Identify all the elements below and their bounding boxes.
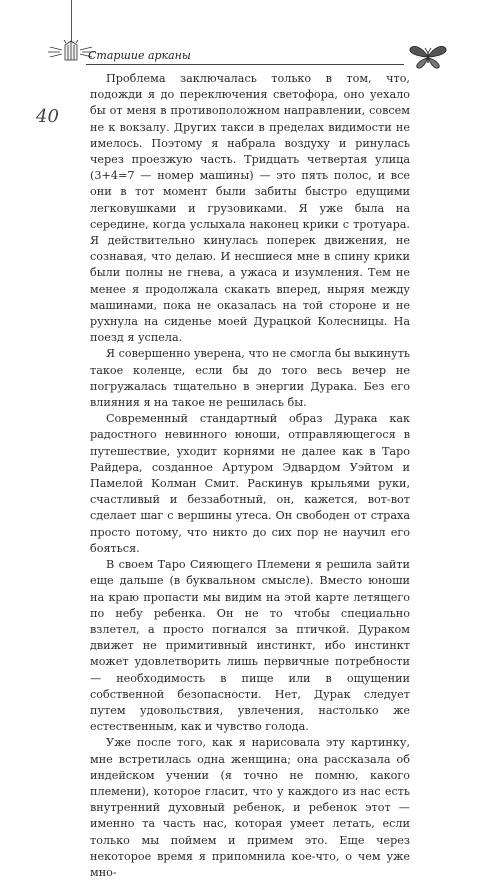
body-text <box>90 71 410 881</box>
paragraph: Уже после того, как я нарисовала эту картинку, мне встретилась одна женщина; она рассказала об индейском учении (я точно не помню, какого племени), которое гласит, что у каждого из нас есть внутренний духовный ребенок, и ребенок этот — именно та часть нас, которая умеет летать, если только мы поймем и примем это. Еще через некоторое время я припомнила кое-что, о чем уже мно- <box>90 736 410 879</box>
paragraph: Проблема заключалась только в том, что, подожди я до переключения светофора, оно уехало бы от меня в противоположном направлении, совсем не к вокзалу. Других такси в пределах видимости не имелось. Поэтому я набрала воздуху и ринулась через проезжую часть. Тридцать четвертая улица (3+4=7 — номер машины) — это пять полос, и все они в тот момент были забиты быстро едущими легковушками и грузовиками. Я уже была на середине, когда услыхала наконец крики с тротуара. Я действительно кинулась поперек движения, не сознавая, что делаю. И несшиеся мне в спину крики были полны не гнева, а ужаса и изумления. Тем не менее я продолжала скакать вперед, ныряя между машинами, пока не оказалась на той стороне и не рухнула на сиденье моей Дурацкой Колесницы. На поезд я успела. <box>90 72 410 345</box>
butterfly-icon <box>408 44 448 70</box>
running-header-title: Старшие арканы <box>88 49 191 62</box>
page-number: 40 <box>36 106 59 127</box>
header-rule <box>86 64 404 65</box>
paragraph: Современный стандартный образ Дурака как радостного невинного юноши, отправляющегося в путешествие, уходит корнями не далее как в Таро Райдера, созданное Артуром Эдвардом Уэйтом и Памелой Колман Смит. Раскинув крыльями руки, счастливый и беззаботный, он, кажется, вот-вот сделает шаг с вершины утеса. Он свободен от страха просто потому, что никто до сих пор не научил его бояться. <box>90 412 410 555</box>
paragraph: В своем Таро Сияющего Племени я решила зайти еще дальше (в буквальном смысле). Вместо юноши на краю пропасти мы видим на этой карте летящего по небу ребенка. Он не то чтобы специально взлетел, а просто погнался за птичкой. Дураком движет не примитивный инстинкт, ибо инстинкт может удовлетворить лишь первичные потребности — необходимость в пище или в ощущении собственной безопасности. Нет, Дурак следует путем удовольствия, увлечения, настолько же естественным, как и чувство голода. <box>90 558 410 734</box>
paragraph: Я совершенно уверена, что не смогла бы выкинуть такое коленце, если бы до того весь вечер не погружалась тщательно в энергии Дурака. Без его влияния я на такое не решилась бы. <box>90 347 410 410</box>
